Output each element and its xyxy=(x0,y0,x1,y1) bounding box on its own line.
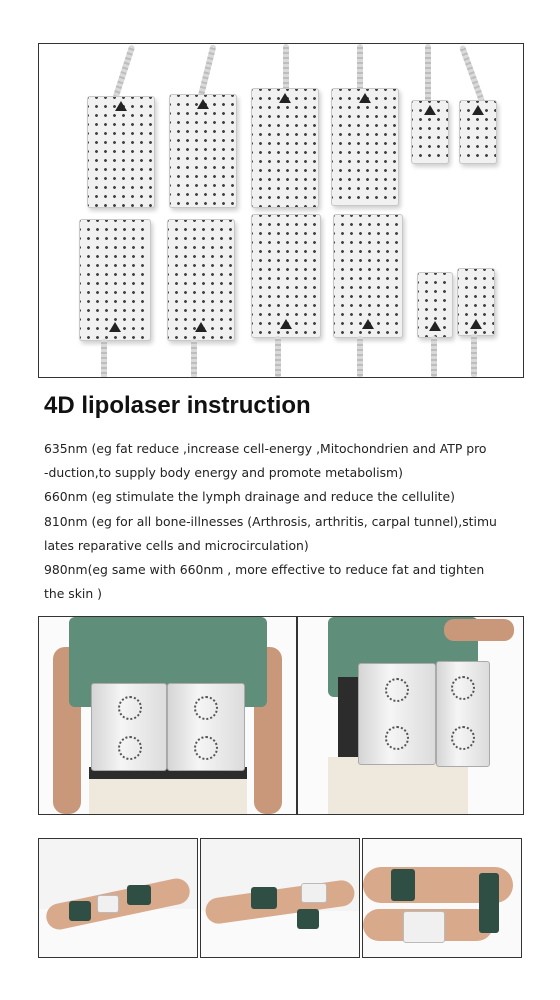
pad-cable xyxy=(275,336,281,378)
pad-cable xyxy=(283,44,289,92)
side-view xyxy=(298,617,523,814)
pad-cable xyxy=(101,339,107,378)
laser-pad xyxy=(251,214,321,338)
page-title: 4D lipolaser instruction xyxy=(44,392,311,419)
pad-cable xyxy=(471,334,477,378)
laser-wrap xyxy=(297,909,319,929)
vent-icon xyxy=(385,678,409,702)
instruction-text xyxy=(44,437,524,606)
pad-cable xyxy=(357,336,363,378)
vent-icon xyxy=(194,696,218,720)
laser-pad xyxy=(333,214,403,338)
pad-cable xyxy=(425,44,431,104)
small-laser-pad xyxy=(411,100,449,164)
vent-icon xyxy=(194,736,218,760)
pad-cable xyxy=(197,44,216,99)
instruction-line: the skin ) xyxy=(44,586,102,602)
small-laser-pad xyxy=(459,100,497,164)
waist-usage-photo xyxy=(38,616,524,815)
laser-pad xyxy=(87,96,155,208)
instruction-line: -duction,to supply body energy and promote metabolism) xyxy=(44,465,403,481)
laser-belt-device xyxy=(358,663,436,765)
pad-cable xyxy=(431,336,437,378)
pad-cable xyxy=(357,44,363,92)
pad-cable xyxy=(459,45,485,103)
laser-pad xyxy=(169,94,237,208)
product-photo xyxy=(38,43,524,378)
pad-cable xyxy=(113,44,136,98)
hand xyxy=(444,619,514,641)
instruction-line: 810nm (eg for all bone-illnesses (Arthrosis, arthritis, carpal tunnel),stimu xyxy=(44,513,497,529)
pad-cable xyxy=(191,339,197,378)
laser-pad xyxy=(79,219,151,341)
laser-belt-device xyxy=(436,661,490,767)
laser-belt-device xyxy=(167,683,245,771)
small-laser-pad xyxy=(457,268,495,336)
instruction-line: 660nm (eg stimulate the lymph drainage and reduce the cellulite) xyxy=(44,489,455,505)
vent-icon xyxy=(118,696,142,720)
vent-icon xyxy=(451,726,475,750)
front-view xyxy=(39,617,296,814)
treatment-photo-3 xyxy=(362,838,522,958)
vent-icon xyxy=(118,736,142,760)
laser-pad xyxy=(331,88,399,206)
laser-pad xyxy=(251,88,319,208)
vent-icon xyxy=(385,726,409,750)
laser-pad xyxy=(403,911,445,943)
laser-pad xyxy=(97,895,119,913)
laser-wrap xyxy=(391,869,415,901)
instruction-line: lates reparative cells and microcirculation) xyxy=(44,537,309,553)
laser-wrap xyxy=(69,901,91,921)
laser-belt-device xyxy=(91,683,167,771)
laser-wrap xyxy=(251,887,277,909)
instruction-line: 980nm(eg same with 660nm , more effective to reduce fat and tighten xyxy=(44,562,485,578)
laser-pad xyxy=(167,219,235,341)
treatment-photo-2 xyxy=(200,838,360,958)
vent-icon xyxy=(451,676,475,700)
small-laser-pad xyxy=(417,272,453,338)
treatment-photo-1 xyxy=(38,838,198,958)
instruction-line: 635nm (eg fat reduce ,increase cell-energy ,Mitochondrien and ATP pro xyxy=(44,441,487,456)
laser-pad xyxy=(301,883,327,903)
laser-wrap xyxy=(479,873,499,933)
laser-wrap xyxy=(127,885,151,905)
